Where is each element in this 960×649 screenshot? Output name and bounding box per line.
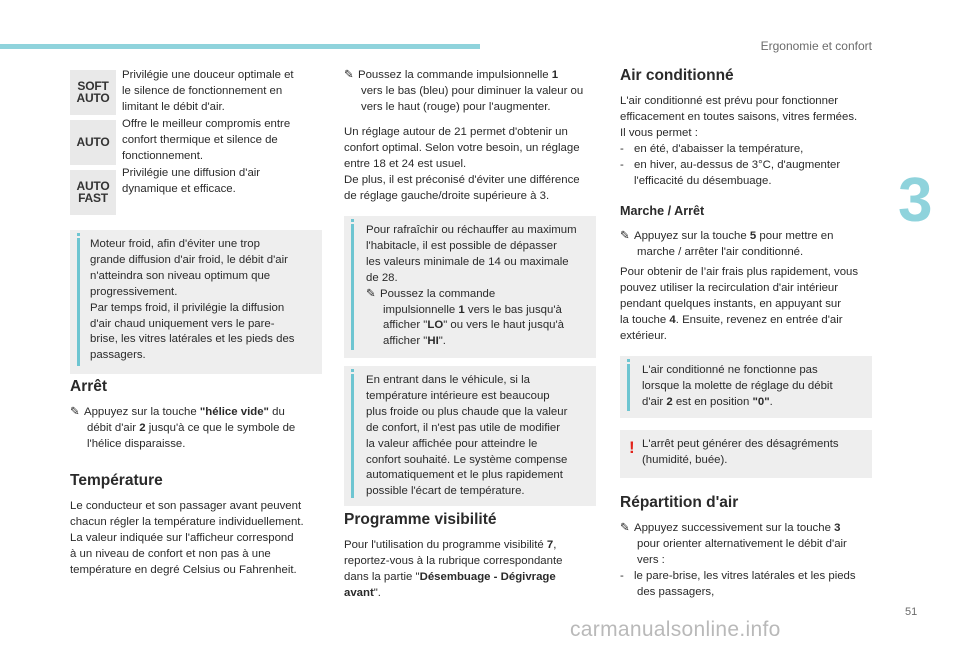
soft-auto-icon (70, 70, 116, 115)
heading-air-conditionne: Air conditionné (620, 67, 734, 84)
fresh-air-text: Pour obtenir de l’air frais plus rapidement, vous pouvez utiliser la recirculation d'air intérieur pendant quelques instants, en appuyant sur la touche 4. Ensuite, revenez en entrée d'air extérieur. (620, 266, 859, 342)
mode-soft-description (122, 68, 294, 116)
text-line: Offre le meilleur compromis entre (122, 118, 291, 130)
info-box-ac-off: L'air conditionné ne fonctionne pas lorsque la molette de réglage du débit d'air 2 est en position "0". (620, 356, 872, 418)
push-control-instruction: ✎ Poussez la commande impulsionnelle 1 vers le bas (bleu) pour diminuer la valeur ou vers le haut (rouge) pour l'augmenter. (344, 69, 584, 113)
info-bar (351, 374, 354, 498)
text-line: grande diffusion d'air froid, le débit d'air (90, 253, 288, 266)
heading-programme-visibilite: Programme visibilité (344, 511, 497, 528)
info-box-cold-engine (70, 230, 322, 374)
text-line: passagers. (90, 349, 146, 362)
info-icon (351, 219, 354, 222)
arret-instruction: ✎ Appuyez sur la touche "hélice vide" du débit d'air 2 jusqu'à ce que le symbole de l'hélice disparaisse. (70, 406, 296, 450)
text-line: n'atteindra son niveau optimum que (90, 269, 271, 282)
ac-text: L'air conditionné est prévu pour fonctionner efficacement en toutes saisons, vitres fermées. Il vous permet : - en été, d'abaisser la température, - en hiver, au-dessus de 3°C, d'augmenter l'efficacité du désembuage. (620, 95, 858, 187)
icon-label: AUTO (76, 179, 110, 193)
repartition-instruction: ✎ Appuyez successivement sur la touche 3 pour orienter alternativement le débit d'air vers : - le pare-brise, les vitres latérales et les pieds des passagers, (620, 522, 856, 598)
info-box-max-values: Pour rafraîchir ou réchauffer au maximum l'habitacle, il est possible de dépasser les valeurs minimale de 14 ou maximale de 28. ✎ Poussez la commande impulsionnelle 1 vers le bas jusqu'à afficher "LO" ou vers le haut jusqu'à afficher "HI". (344, 216, 596, 358)
warning-box: ! L'arrêt peut générer des désagréments (humidité, buée). (620, 430, 872, 478)
mode-fast-description (122, 166, 260, 198)
watermark: carmanualsonline.info (570, 618, 781, 641)
heading-arret: Arrêt (70, 378, 108, 395)
info-icon (627, 359, 630, 362)
text-line: fonctionnement. (122, 149, 204, 162)
text-line: confort thermique et silence de (122, 133, 278, 146)
text-line: Moteur froid, afin d'éviter une trop (90, 238, 260, 250)
section-title: Ergonomie et confort (760, 39, 872, 53)
arrow-bullet-icon: ✎ (344, 69, 354, 81)
info-bar (351, 224, 354, 350)
arrow-bullet-icon: ✎ (70, 406, 80, 418)
temperature-text: Le conducteur et son passager avant peuvent chacun régler la température individuellement. La valeur indiquée sur l'afficheur correspond à un niveau de confort et non pas à une température en degré Celsius ou Fahrenheit. (70, 500, 304, 576)
warning-icon: ! (629, 438, 635, 457)
heading-repartition-air: Répartition d'air (620, 494, 739, 511)
arrow-bullet-icon: ✎ (620, 230, 630, 242)
heading-marche-arret: Marche / Arrêt (620, 204, 705, 218)
arrow-bullet-icon: ✎ (620, 522, 630, 534)
text-line: Privilégie une douceur optimale et (122, 69, 294, 81)
text-line: dynamique et efficace. (122, 182, 236, 195)
text-line: limitant le débit d'air. (122, 100, 225, 113)
heading-temperature: Température (70, 472, 163, 489)
icon-label: AUTO (76, 90, 110, 105)
arrow-bullet-icon: ✎ (366, 287, 376, 300)
info-bar (627, 364, 630, 411)
marche-instruction: ✎ Appuyez sur la touche 5 pour mettre en marche / arrêter l'air conditionné. (620, 230, 834, 258)
auto-fast-icon (70, 170, 116, 215)
header-accent-bar (0, 44, 480, 49)
icon-label: AUTO (76, 134, 110, 149)
icon-label: SOFT (77, 79, 109, 93)
chapter-number: 3 (898, 166, 933, 235)
info-icon (77, 233, 80, 236)
text-line: d'air chaud uniquement vers le pare- (90, 317, 275, 330)
info-box-entering-vehicle: En entrant dans le véhicule, si la température intérieure est beaucoup plus froide ou plus chaude que la valeur de confort, il n'est pas utile de modifier la valeur affichée pour atteindre le confort souhaité. Le système compense automatiquement et le plus rapidement possible l'écart de température. (344, 366, 596, 506)
info-bar (77, 238, 80, 366)
text-line: Privilégie une diffusion d'air (122, 167, 261, 179)
auto-icon (70, 120, 116, 165)
info-icon (351, 369, 354, 372)
text-line: Par temps froid, il privilégie la diffusion (90, 301, 285, 314)
icon-label: FAST (78, 190, 108, 205)
text-line: le silence de fonctionnement en (122, 84, 283, 97)
page-number: 51 (905, 606, 918, 618)
reglage-text: Un réglage autour de 21 permet d'obtenir un confort optimal. Selon votre besoin, un réglage entre 18 et 24 est usuel. De plus, il est préconisé d'éviter une différence de réglage gauche/droite supérieure à 3. (344, 126, 580, 202)
mode-auto-description (122, 117, 290, 165)
text-line: brise, les vitres latérales et les pieds des (90, 333, 295, 346)
text-line: progressivement. (90, 285, 178, 298)
visibilite-text: Pour l'utilisation du programme visibilité 7, reportez-vous à la rubrique correspondante dans la partie "Désembuage - Dégivrage avant". (344, 539, 563, 599)
